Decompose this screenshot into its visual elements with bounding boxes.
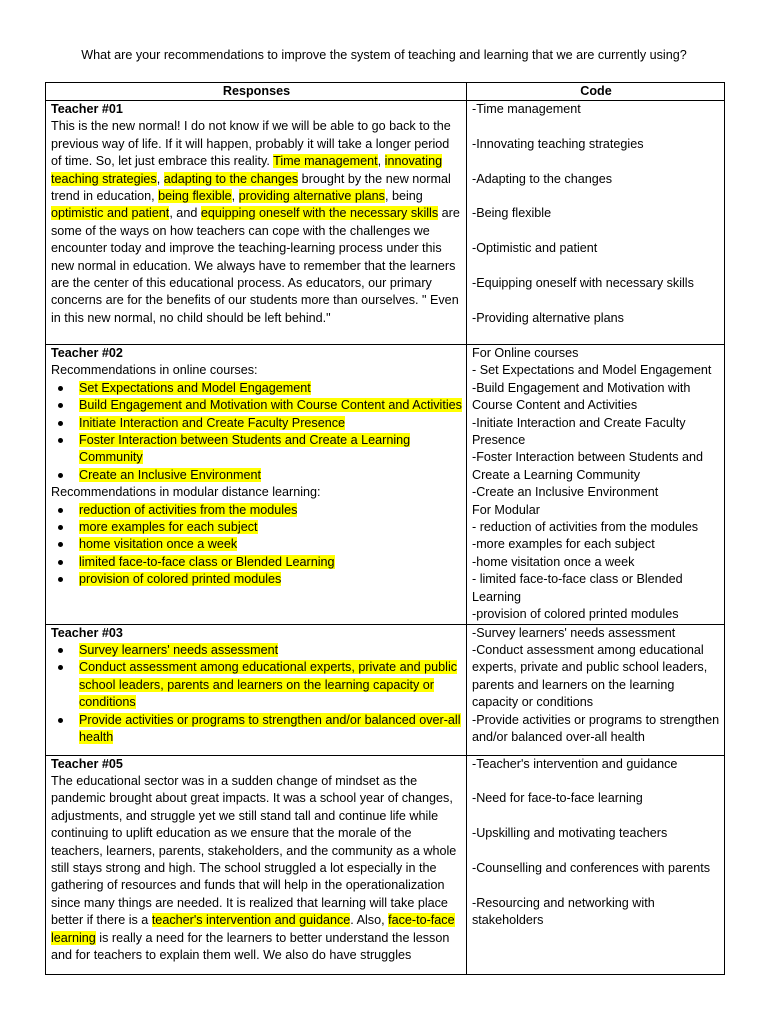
responses-table (45, 82, 725, 975)
code-item: -home visitation once a week (472, 554, 635, 569)
code-item: -Need for face-to-face learning (472, 791, 643, 806)
response-text: This is the new normal! I do not know if we will be able to go back to the previous way of life. If it will happen, probably it will take a longer period of time. So, let just embrace this reality. Time management, innovating teaching strategies, adapting to the changes brought by the new normal trend in education, being flexible, providing alternative plans, being optimistic and patient, and equipping oneself with the necessary skills are some of the ways on how teachers can cope with the challenges we encounter today and improve the teaching-learning process under this new normal in education. We always have to remember that the learners are the center of this educational process. As educators, our primary concerns are for the benefits of our students more than ourselves. " Even in this new normal, no child should be left behind." (51, 119, 460, 325)
response-text: The educational sector was in a sudden change of mindset as the pandemic brought about great impacts. It was a school year of changes, adjustments, and struggle yet we still stand tall and continue life while continuing to uplift education as we ensure that the morale of the teachers, learners, parents, stakeholders, and the community as a whole still stays strong and high. The school struggled a lot especially in the gathering of resources and funds that will help in the operationalization since many things are needed. It is realized that learning will take place better if there is a teacher's intervention and guidance. Also, face-to-face learning is really a need for the learners to better understand the lesson and for teachers to explain them well. We also do have struggles (51, 773, 457, 962)
highlight: face-to-face learning (51, 913, 455, 945)
list-item: Provide activities or programs to strengthen and/or balanced over-all health (51, 712, 462, 747)
code-list (472, 345, 720, 624)
code-item: -Conduct assessment among educational experts, private and public school leaders, parents and learners on the learning capacity or conditions (472, 642, 708, 710)
code-list (472, 625, 720, 747)
highlight: equipping oneself with the necessary skills (200, 206, 439, 221)
code-item: For Modular (472, 502, 540, 517)
table-row (46, 345, 725, 625)
code-cell-teacher-01 (467, 101, 725, 345)
code-item: -Resourcing and networking with stakeholders (472, 895, 655, 928)
modular-recommendations-list (51, 502, 462, 589)
highlight: providing alternative plans (238, 189, 385, 204)
teacher-name: Teacher #02 (51, 346, 123, 360)
list-item: limited face-to-face class or Blended Learning (51, 554, 462, 571)
list-item: home visitation once a week (51, 536, 462, 553)
code-item: -Optimistic and patient (472, 241, 598, 256)
code-list (472, 101, 720, 327)
code-item: - reduction of activities from the modules (472, 520, 699, 535)
code-item: -Initiate Interaction and Create Faculty Presence (472, 415, 686, 448)
code-item: -more examples for each subject (472, 537, 655, 552)
table-header-row (46, 83, 725, 101)
code-item: -Equipping oneself with necessary skills (472, 275, 694, 290)
code-item: - Set Expectations and Model Engagement (472, 363, 712, 378)
code-header: Code (467, 83, 725, 101)
teacher-name: Teacher #01 (51, 102, 123, 116)
response-cell-teacher-02 (46, 345, 467, 625)
code-item: For Online courses (472, 346, 579, 360)
code-item: -Time management (472, 102, 581, 116)
responses-header: Responses (46, 83, 467, 101)
code-item: -Survey learners' needs assessment (472, 625, 676, 640)
online-intro: Recommendations in online courses: (51, 363, 258, 378)
highlight: optimistic and patient (51, 206, 170, 221)
highlight: innovating teaching strategies (51, 154, 443, 186)
code-item: -Providing alternative plans (472, 310, 624, 325)
list-item: Set Expectations and Model Engagement (51, 380, 462, 397)
list-item: provision of colored printed modules (51, 571, 462, 588)
online-recommendations-list (51, 380, 462, 484)
code-item: -Build Engagement and Motivation with Course Content and Activities (472, 380, 691, 413)
code-item: -Adapting to the changes (472, 171, 613, 186)
response-cell-teacher-01 (46, 101, 467, 345)
teacher-03-list (51, 642, 462, 746)
code-cell-teacher-02 (467, 345, 725, 625)
code-item: -Upskilling and motivating teachers (472, 826, 668, 841)
list-item: Foster Interaction between Students and Create a Learning Community (51, 432, 462, 467)
code-item: -Being flexible (472, 206, 552, 221)
list-item: Create an Inclusive Environment (51, 467, 462, 484)
list-item: Conduct assessment among educational experts, private and public school leaders, parents and learners on the learning capacity or conditions (51, 659, 462, 711)
list-item: more examples for each subject (51, 519, 462, 536)
code-list (472, 756, 720, 930)
code-item: -Counselling and conferences with parents (472, 860, 711, 875)
code-item: -Teacher's intervention and guidance (472, 756, 678, 771)
table-row (46, 755, 725, 974)
code-item: -Innovating teaching strategies (472, 136, 644, 151)
list-item: Build Engagement and Motivation with Course Content and Activities (51, 397, 462, 414)
modular-intro: Recommendations in modular distance learning: (51, 485, 321, 500)
list-item: Initiate Interaction and Create Faculty Presence (51, 415, 462, 432)
highlight: teacher's intervention and guidance (151, 913, 351, 928)
list-item: Survey learners' needs assessment (51, 642, 462, 659)
code-item: -provision of colored printed modules (472, 607, 679, 622)
code-item: -Provide activities or programs to strengthen and/or balanced over-all health (472, 712, 720, 744)
table-row (46, 624, 725, 755)
response-cell-teacher-05 (46, 755, 467, 974)
teacher-name: Teacher #03 (51, 625, 123, 640)
code-cell-teacher-05 (467, 755, 725, 974)
teacher-name: Teacher #05 (51, 756, 123, 771)
table-row (46, 101, 725, 345)
highlight: Time management (273, 154, 378, 169)
highlight: being flexible (158, 189, 232, 204)
list-item: reduction of activities from the modules (51, 502, 462, 519)
response-cell-teacher-03 (46, 624, 467, 755)
code-cell-teacher-03 (467, 624, 725, 755)
code-item: -Foster Interaction between Students and Create a Learning Community (472, 450, 704, 482)
code-item: -Create an Inclusive Environment (472, 485, 659, 500)
highlight: adapting to the changes (163, 171, 299, 186)
survey-question: What are your recommendations to improve the system of teaching and learning that we are currently using? (81, 48, 687, 62)
code-item: - limited face-to-face class or Blended Learning (472, 572, 683, 604)
